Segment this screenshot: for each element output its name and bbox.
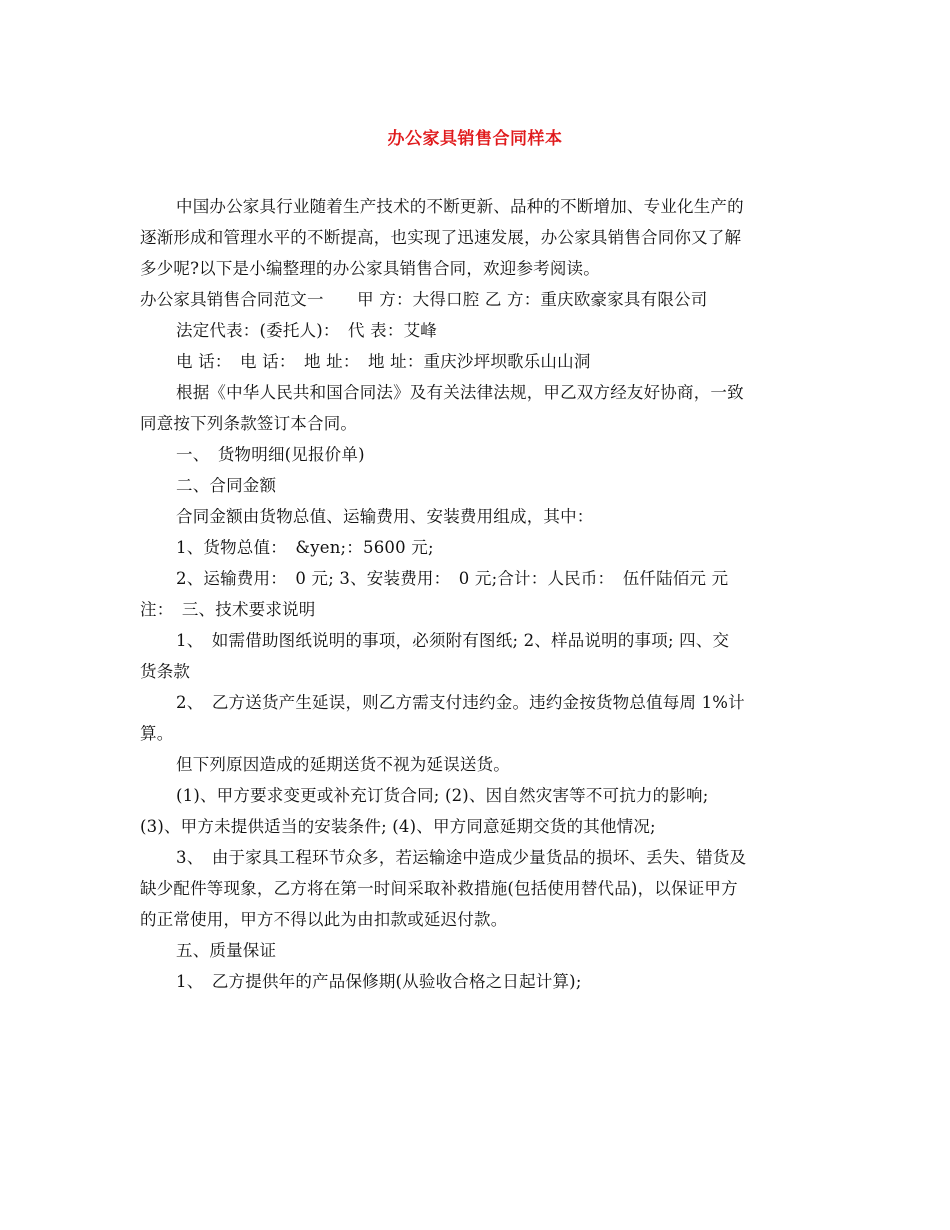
section-heading: 二、合同金额 [176, 476, 277, 495]
paragraph-line: 3、 由于家具工程环节众多，若运输途中造成少量货品的损坏、丢失、错货及 [176, 848, 747, 867]
paragraph-line: 电 话： 电 话： 地 址： 地 址：重庆沙坪坝歌乐山山洞 [176, 352, 591, 371]
paragraph-line: 2、 乙方送货产生延误，则乙方需支付违约金。违约金按货物总值每周 1%计 [176, 693, 745, 712]
paragraph-line: 1、货物总值： &yen;：5600 元; [176, 538, 434, 557]
paragraph-line: 缺少配件等现象，乙方将在第一时间采取补救措施(包括使用替代品)，以保证甲方 [140, 879, 738, 898]
paragraph-line: 逐渐形成和管理水平的不断提高，也实现了迅速发展，办公家具销售合同你又了解 [140, 228, 742, 247]
paragraph-line: 1、 如需借助图纸说明的事项，必须附有图纸; 2、样品说明的事项; 四、交 [176, 631, 730, 650]
paragraph-line: 办公家具销售合同范文一 甲 方：大得口腔 乙 方：重庆欧豪家具有限公司 [140, 290, 708, 309]
paragraph-line: 1、 乙方提供年的产品保修期(从验收合格之日起计算); [176, 972, 582, 991]
paragraph-line: 合同金额由货物总值、运输费用、安装费用组成，其中： [176, 507, 594, 526]
document-body [140, 191, 815, 997]
section-heading: 一、 货物明细(见报价单) [176, 445, 365, 464]
paragraph-line: 的正常使用，甲方不得以此为由扣款或延迟付款。 [140, 910, 508, 929]
paragraph-line: 但下列原因造成的延期送货不视为延误送货。 [176, 755, 510, 774]
paragraph-line: 多少呢?以下是小编整理的办公家具销售合同，欢迎参考阅读。 [140, 259, 600, 278]
paragraph-line: 法定代表：(委托人)： 代 表：艾峰 [176, 321, 437, 340]
paragraph-line: (3)、甲方未提供适当的安装条件; (4)、甲方同意延期交货的其他情况; [140, 817, 656, 836]
paragraph-line: 算。 [140, 724, 174, 743]
paragraph-line: 中国办公家具行业随着生产技术的不断更新、品种的不断增加、专业化生产的 [176, 197, 744, 216]
paragraph-line: 注： 三、技术要求说明 [140, 600, 316, 619]
paragraph-line: 根据《中华人民共和国合同法》及有关法律法规，甲乙双方经友好协商，一致 [176, 383, 744, 402]
paragraph-line: 2、运输费用： 0 元; 3、安装费用： 0 元;合计：人民币： 伍仟陆佰元 元 [176, 569, 729, 588]
paragraph-line: (1)、甲方要求变更或补充订货合同; (2)、因自然灾害等不可抗力的影响; [176, 786, 709, 805]
section-heading: 五、质量保证 [176, 941, 277, 960]
paragraph-line: 同意按下列条款签订本合同。 [140, 414, 358, 433]
paragraph-line: 货条款 [140, 662, 191, 681]
document-title: 办公家具销售合同样本 [387, 129, 563, 149]
